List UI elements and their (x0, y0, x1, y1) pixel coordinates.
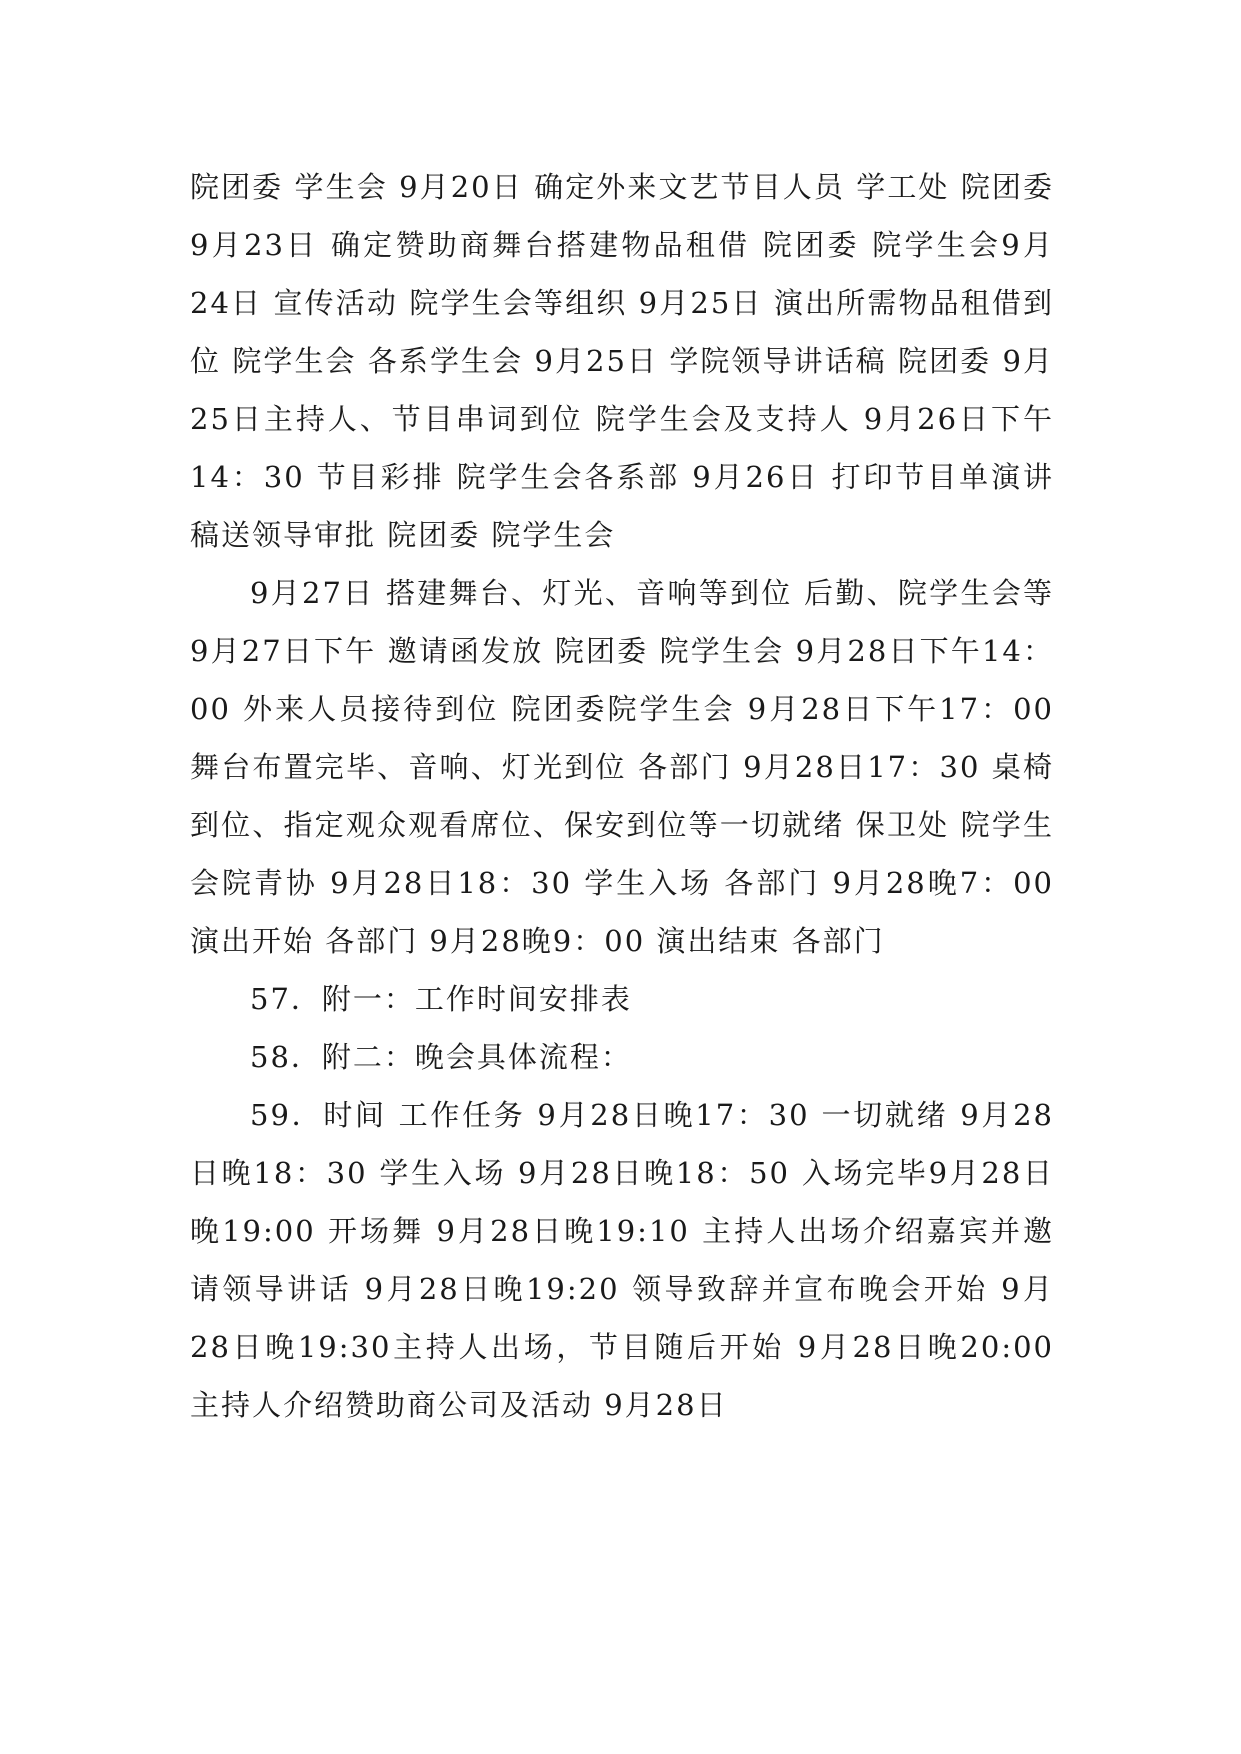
paragraph-schedule-part-2: 9月27日 搭建舞台、灯光、音响等到位 后勤、院学生会等 9月27日下午 邀请函发放 院团委 院学生会 9月28日下午14：00 外来人员接待到位 院团委院学生会 9月28日下午17：00 舞台布置完毕、音响、灯光到位 各部门 9月28日17：30 桌椅到位、指定观众观看席位、保安到位等一切就绪 保卫处 院学生会院青协 9月28日18：30 学生入场 各部门 9月28晚7：00 演出开始 各部门 9月28晚9：00 演出结束 各部门 (190, 576, 1054, 958)
paragraph-appendix-1-title: 57．附一：工作时间安排表 (250, 982, 632, 1016)
paragraph-evening-flow: 59．时间 工作任务 9月28日晚17：30 一切就绪 9月28日晚18：30 学生入场 9月28日晚18：50 入场完毕9月28日晚19:00 开场舞 9月28日晚19:10 主持人出场介绍嘉宾并邀请领导讲话 9月28日晚19:20 领导致辞并宣布晚会开始 9月28日晚19:30主持人出场，节目随后开始 9月28日晚20:00 主持人介绍赞助商公司及活动 9月28日 (190, 1098, 1054, 1422)
paragraph-appendix-2-title: 58．附二：晚会具体流程： (250, 1040, 632, 1074)
paragraph-schedule-part-1: 院团委 学生会 9月20日 确定外来文艺节目人员 学工处 院团委 9月23日 确定赞助商舞台搭建物品租借 院团委 院学生会9月24日 宣传活动 院学生会等组织 9月25日 演出所需物品租借到位 院学生会 各系学生会 9月25日 学院领导讲话稿 院团委 9月25日主持人、节目串词到位 院学生会及支持人 9月26日下午14：30 节目彩排 院学生会各系部 9月26日 打印节目单演讲稿送领导审批 院团委 院学生会 (190, 170, 1054, 552)
document-body (190, 158, 1054, 1434)
